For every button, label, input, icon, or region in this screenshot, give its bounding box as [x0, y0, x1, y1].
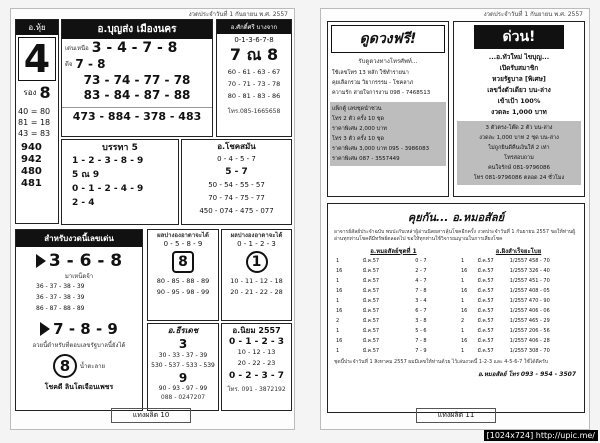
table-left-cell: 7 - 8 — [415, 288, 427, 294]
table-left-row — [334, 296, 453, 306]
table-right-row — [459, 266, 578, 276]
table-right-cell: 16 — [461, 268, 468, 274]
mid-right-title: ผลบ่างองอาดาจะได้ — [230, 232, 283, 239]
table-right-cell: มี.ค.57 — [477, 268, 494, 274]
table-left-cell: 0 - 7 — [415, 258, 427, 264]
ochai-title: อ.โชคสมัน — [217, 142, 256, 151]
banchi-line: 1 - 2 - 3 - 8 - 9 — [72, 156, 144, 166]
mid-left-big: 8 — [172, 251, 194, 273]
left-header: งวดประจำวันที่ 1 กันยายน พ.ศ. 2557 — [188, 11, 288, 18]
table-left-cell: 3 - 4 — [415, 298, 427, 304]
table-right-title: อ.ผิงสำเร็จยะโบย — [495, 248, 542, 255]
horoscope-offer — [330, 102, 446, 166]
right-header: งวดประจำวันที่ 1 กันยายน พ.ศ. 2557 — [483, 11, 583, 18]
table-right-cell: 1 — [461, 298, 465, 304]
featured-title: สำหรับงวดนี้เลขเด่น — [16, 230, 142, 247]
featured-big2: 7 - 8 - 9 — [53, 320, 118, 338]
table-left-cell: มี.ค.57 — [362, 348, 380, 354]
teeradet-row: 30 - 33 - 37 - 39 — [158, 352, 208, 359]
featured-row: 36 - 37 - 38 - 39 — [36, 294, 85, 301]
banchi-line: 2 - 4 — [72, 198, 95, 208]
table-right-cell: 16 — [461, 308, 468, 314]
table-left-cell: 7 - 9 — [415, 348, 427, 354]
table-left-cell: 16 — [336, 338, 343, 344]
table-left-cell: 6 - 7 — [415, 308, 427, 314]
teeradet-rows — [148, 351, 218, 371]
hui-triple: 480 — [21, 166, 42, 177]
hui-column — [15, 19, 59, 224]
arrow-right-icon — [36, 254, 46, 268]
table-right-row — [459, 276, 578, 286]
table-left-cell: มี.ค.57 — [362, 318, 380, 324]
horoscope-lines — [328, 66, 448, 100]
table-left-cell: มี.ค.57 — [362, 288, 380, 294]
left-page — [10, 8, 295, 430]
mid-right-row: 10 - 11 - 12 - 18 — [230, 277, 283, 285]
niyom-rows — [222, 347, 291, 369]
table-left-row — [334, 266, 453, 276]
mid-right-row: 20 - 21 - 22 - 28 — [230, 288, 283, 296]
table-right-row — [459, 286, 578, 296]
teeradet-row2: 90 - 93 - 97 - 99 — [158, 385, 208, 392]
closing-text: ชุดนี้ประจำวันที่ 1 สิงหาคม 2557 ผมมีเลขให้ท่านด้วย ไว้เล่นงวดนี้ 1-2-3 และ 4-5-6-7 ใช้ได้ดีครับ — [334, 359, 549, 365]
table-right-cell: มี.ค.57 — [477, 348, 494, 354]
urgent-offer-line: ไม่ถูกยินดีคืนเงินให้ 2 เท่า — [488, 145, 550, 151]
table-right-cell: 1/2557 408 - 05 — [509, 288, 550, 294]
banchi-block — [61, 139, 179, 225]
table-left-row — [334, 316, 453, 326]
table-right-cell: 1 — [461, 328, 465, 334]
article-signature: อ.หมอสัลย์ โทร 093 - 954 - 3507 — [478, 371, 576, 378]
rong-value: 8 — [39, 83, 51, 102]
table-right-cell: มี.ค.57 — [477, 298, 494, 304]
horoscope-line: คุยเลือกรวม วิยากรรรม - โชคลาภ — [332, 80, 414, 86]
right-footer: แทงผลิต 11 — [416, 408, 496, 423]
table-right-cell: มี.ค.57 — [477, 258, 494, 264]
table-right-cell: มี.ค.57 — [477, 338, 494, 344]
article-tables — [328, 246, 584, 356]
hui-pairs — [16, 106, 58, 139]
sakdisri-title: อ.ศักดิ์ศรี บางจาก — [217, 20, 291, 34]
niyom-phone: โทร. 091 - 3872192 — [227, 386, 286, 393]
table-left-row — [334, 256, 453, 266]
hui-triple: 942 — [21, 154, 42, 165]
table-right-cell: 1 — [461, 348, 465, 354]
table-left-cell: มี.ค.57 — [362, 298, 380, 304]
table-right-row — [459, 346, 578, 356]
table-right-cell: 1/2557 451 - 70 — [509, 278, 550, 284]
urgent-line: เข้าเป้า 100% — [497, 97, 541, 105]
mid-left-title: ผลบ่างองอาดาจะได้ — [157, 232, 209, 239]
banchi-title: บรรทา 5 — [102, 143, 138, 153]
sakdisri-row: 60 - 61 - 63 - 67 — [227, 68, 281, 76]
table-right-cell: 1/2557 326 - 40 — [509, 268, 550, 274]
hui-triple: 481 — [21, 178, 42, 189]
boonsong-title: อ.บุญส่ง เมืองนคร — [62, 20, 212, 39]
main-row: 83 - 84 - 87 - 88 — [83, 88, 191, 102]
sakdisri-row: 70 - 71 - 73 - 78 — [227, 80, 281, 88]
mid-left-row: 80 - 85 - 88 - 89 — [156, 277, 210, 285]
urgent-offer-line: โทร 081-9796086 ตลอด 24 ชั่วโมง — [473, 175, 565, 181]
table-right-cell: 16 — [461, 338, 468, 344]
mid-right-box — [221, 229, 292, 321]
boonsong-block — [61, 19, 213, 137]
banchi-lines — [62, 154, 178, 210]
teeradet-row: 530 - 537 - 533 - 539 — [151, 362, 215, 369]
table-left-cell: มี.ค.57 — [362, 308, 380, 314]
sakdisri-block — [216, 19, 292, 137]
table-right-cell: 2 — [461, 318, 465, 324]
article-title: คุยกัน... อ.หมอสัลย์ — [407, 211, 505, 224]
horoscope-offer-line: แพ็กตู้ เลขชุดนำชวน — [332, 106, 382, 112]
horoscope-offer-line: ราคาพิเศษ 087 - 3557449 — [332, 156, 400, 162]
urgent-title: ด่วน! — [474, 25, 564, 49]
teeradet-title: อ.ธีรเดช — [167, 326, 199, 335]
featured-rows — [16, 281, 142, 314]
table-left-cell: 1 — [336, 278, 340, 284]
urgent-line: ...อ.ทัวใหม่ ไขบุญ... — [488, 53, 550, 61]
table-left-row — [334, 276, 453, 286]
left-footer: แทงผลิต 10 — [111, 408, 191, 423]
niyom-row: 10 - 12 - 13 — [237, 348, 276, 356]
ochai-block — [181, 139, 292, 225]
table-left-cell: 7 - 8 — [415, 338, 427, 344]
table-left-cell: 16 — [336, 288, 343, 294]
article-block — [327, 203, 585, 413]
mid-left-box — [147, 229, 219, 321]
featured-row: 36 - 37 - 38 - 39 — [36, 283, 85, 290]
mid-right-rows — [222, 276, 291, 298]
mid-right-big: 1 — [246, 251, 268, 273]
table-right-cell: 1/2557 470 - 90 — [509, 298, 550, 304]
urgent-offer-line: 3 ตัวตรง-โต๊ด 2 ตัว บน-ล่าง — [485, 125, 553, 131]
table-left-cell: 1 — [336, 328, 340, 334]
table-left-cell: 3 - 8 — [415, 318, 427, 324]
table-right-row — [459, 336, 578, 346]
horoscope-title: ดูดวงฟรี! — [331, 25, 445, 53]
niyom-box — [221, 323, 292, 411]
table-right-cell: 1/2557 308 - 70 — [509, 348, 550, 354]
urgent-lines — [454, 52, 584, 118]
featured-row: 86 - 87 - 88 - 89 — [36, 305, 85, 312]
table-left-title: อ.หมอสัลย์ชุดที่ 1 — [370, 248, 417, 255]
table-right-cell: มี.ค.57 — [477, 328, 494, 334]
ochai-line: 0 - 4 - 5 - 7 — [217, 155, 256, 163]
featured-block — [15, 229, 143, 411]
table-left-cell: 1 — [336, 298, 340, 304]
niyom-title: อ.นิยม 2557 — [232, 326, 281, 335]
table-right-cell: มี.ค.57 — [477, 288, 494, 294]
table-left-row — [334, 286, 453, 296]
urgent-offer-line: โทรสอบถาม — [504, 155, 534, 161]
mid-left-rows — [148, 276, 218, 298]
table-right-cell: 1/2557 406 - 06 — [509, 308, 550, 314]
arrow-right-icon — [40, 322, 50, 336]
table-right-row — [459, 306, 578, 316]
horoscope-sub: รับดูดวงทางโทรศัพท์... — [358, 58, 418, 65]
table-right-cell: 1 — [461, 258, 465, 264]
table-left-cell: 2 - 7 — [415, 268, 427, 274]
hui-pair: 43 = 83 — [18, 129, 51, 138]
niyom-row2: 0 - 2 - 3 - 7 — [228, 371, 285, 381]
hui-triple: 940 — [21, 142, 42, 153]
sakdisri-phone: โทร.085-1665658 — [227, 108, 281, 115]
table-right-cell: มี.ค.57 — [477, 308, 494, 314]
banchi-line: 5 ณ 9 — [72, 170, 100, 180]
right-page — [320, 8, 590, 430]
urgent-offer — [457, 121, 581, 185]
table-right-cell: มี.ค.57 — [477, 278, 494, 284]
mid-left-row1: 0 - 5 - 8 - 9 — [163, 240, 203, 248]
table-left-row — [334, 346, 453, 356]
table-left-cell: 16 — [336, 268, 343, 274]
ochai-line: 50 - 54 - 55 - 57 — [208, 181, 265, 189]
hui-pair: 40 = 80 — [18, 107, 51, 116]
featured-big3: 8 — [53, 354, 77, 378]
table-right-cell: 1/2557 406 - 28 — [509, 338, 550, 344]
teeradet-phone: 088 - 0247207 — [160, 394, 206, 401]
table-left-cell: มี.ค.57 — [362, 258, 380, 264]
hui-big-digit: 4 — [18, 37, 56, 81]
horoscope-line: ใช้เลขโทร 13 หลัก ใช้ทำรายนา — [332, 70, 409, 76]
hui-title: อ.หุ้ย — [16, 20, 58, 35]
hui-triples — [16, 142, 58, 190]
horoscope-offer-line: ราคาพิเศษ 2,000 บาท — [332, 126, 387, 132]
table-right-cell: 16 — [461, 288, 468, 294]
table-right-row — [459, 326, 578, 336]
table-right-row — [459, 316, 578, 326]
urgent-ad — [453, 21, 585, 197]
teeradet-box — [147, 323, 219, 411]
featured-big: 3 - 6 - 8 — [48, 251, 123, 271]
urgent-offer-line: คนใจรักษ์ 081-9796086 — [488, 165, 550, 171]
horoscope-ad — [327, 21, 449, 197]
table-right-cell: มี.ค.57 — [477, 318, 494, 324]
table-right-row — [459, 296, 578, 306]
teeradet-big2: 9 — [178, 371, 188, 385]
table-left-row — [334, 306, 453, 316]
table-left-cell: 5 - 6 — [415, 328, 427, 334]
table-right-cell: 1/2557 465 - 29 — [509, 318, 550, 324]
table-right-cell: 1/2557 206 - 56 — [509, 328, 550, 334]
main-line2: 7 - 8 — [75, 57, 106, 71]
sakdisri-row: 80 - 81 - 83 - 86 — [227, 92, 281, 100]
horoscope-offer-line: โทร 2 ตัว ครั้ง 10 ชุด — [332, 116, 385, 122]
ochai-lines — [182, 153, 291, 218]
table-right — [459, 256, 578, 356]
table-left — [334, 256, 453, 356]
featured-sign: โชคดี ลินโตเจือนเพชร — [44, 383, 114, 391]
watermark: [1024x724] http://upic.me/ — [484, 430, 598, 441]
urgent-line: เลขวิ่งตัวเดียว บน-ล่าง — [487, 86, 551, 94]
table-left-cell: 1 — [336, 348, 340, 354]
table-right-cell: 1 — [461, 278, 465, 284]
table-left-row — [334, 326, 453, 336]
mid-left-row: 90 - 95 - 98 - 99 — [156, 288, 210, 296]
horoscope-offer-line: โทร 3 ตัว ครั้ง 10 ชุด — [332, 136, 385, 142]
main-line1: 3 - 4 - 7 - 8 — [91, 40, 178, 56]
horoscope-line: ความรัก สายใจการงาน 098 - 7468513 — [332, 90, 431, 96]
sakdisri-big: 7 ณ 8 — [229, 45, 279, 64]
table-left-cell: 16 — [336, 308, 343, 314]
ochai-line: 70 - 74 - 75 - 77 — [208, 194, 265, 202]
featured-note: อวยนี้ดำหรับที่ตอบเลขรัฐบาลนี้ยังได้ — [32, 342, 126, 349]
article-text: อาจารย์สัลย์ประจำฉบับ พบปะกับเหล่าผู้อ่านนิตยสารลุ้นโชคอีกครั้ง งวดประจำวันที่ 1 กันยายน 2557 ขอให้ท่านผู้อ่านทุกท่านโชคดีมีทรัพย์ตลอดไป ขอให้ทุกท่านใช้วิจารณญาณในการเสี่ยงโชค — [334, 229, 576, 242]
horoscope-offer-line: ราคาพิเศษ 3,000 บาท 095 - 3986083 — [332, 146, 430, 152]
urgent-offer-line: งวดละ 1,000 บาท 2 ชุด บน-ล่าง — [479, 135, 559, 141]
table-left-cell: 1 — [336, 258, 340, 264]
table-left-cell: มี.ค.57 — [362, 328, 380, 334]
featured-big3-label: น้ำตะลาย — [79, 363, 106, 370]
urgent-line: งวดละ 1,000 บาท — [491, 108, 547, 116]
urgent-line: หวยรัฐบาล [พิเศษ] — [492, 75, 546, 83]
main-row: 73 - 74 - 77 - 78 — [83, 73, 191, 87]
table-left-row — [334, 336, 453, 346]
urgent-line: เปิดรับสมาชิก — [499, 64, 539, 72]
featured-label: มาเหน็ดจ้า — [64, 273, 94, 280]
teeradet-big: 3 — [178, 337, 188, 351]
sakdisri-top: 0-1-3-6-7-8 — [234, 36, 274, 44]
table-left-cell: มี.ค.57 — [362, 338, 380, 344]
sakdisri-rows — [217, 66, 291, 102]
ochai-line: 5 - 7 — [225, 167, 248, 177]
main-triples: 473 - 884 - 378 - 483 — [62, 107, 212, 123]
main-rows — [62, 73, 212, 103]
table-right-cell: 1/2557 458 - 70 — [509, 258, 550, 264]
rong-label: รอง — [23, 88, 37, 97]
main-line1-label: เด่นเหนือ — [65, 45, 89, 52]
niyom-row: 20 - 22 - 23 — [237, 359, 276, 367]
niyom-row1: 0 - 1 - 2 - 3 — [228, 337, 285, 347]
main-line2-label: ดีจ — [65, 61, 73, 68]
table-right-row — [459, 256, 578, 266]
table-left-cell: 4 - 7 — [415, 278, 427, 284]
table-left-cell: มี.ค.57 — [362, 268, 380, 274]
table-left-cell: 2 — [336, 318, 340, 324]
banchi-line: 0 - 1 - 2 - 4 - 9 — [72, 184, 144, 194]
mid-right-row1: 0 - 1 - 2 - 3 — [237, 240, 276, 248]
ochai-line: 450 - 074 - 475 - 077 — [199, 207, 274, 215]
table-left-cell: มี.ค.57 — [362, 278, 380, 284]
hui-pair: 81 = 18 — [18, 118, 51, 127]
